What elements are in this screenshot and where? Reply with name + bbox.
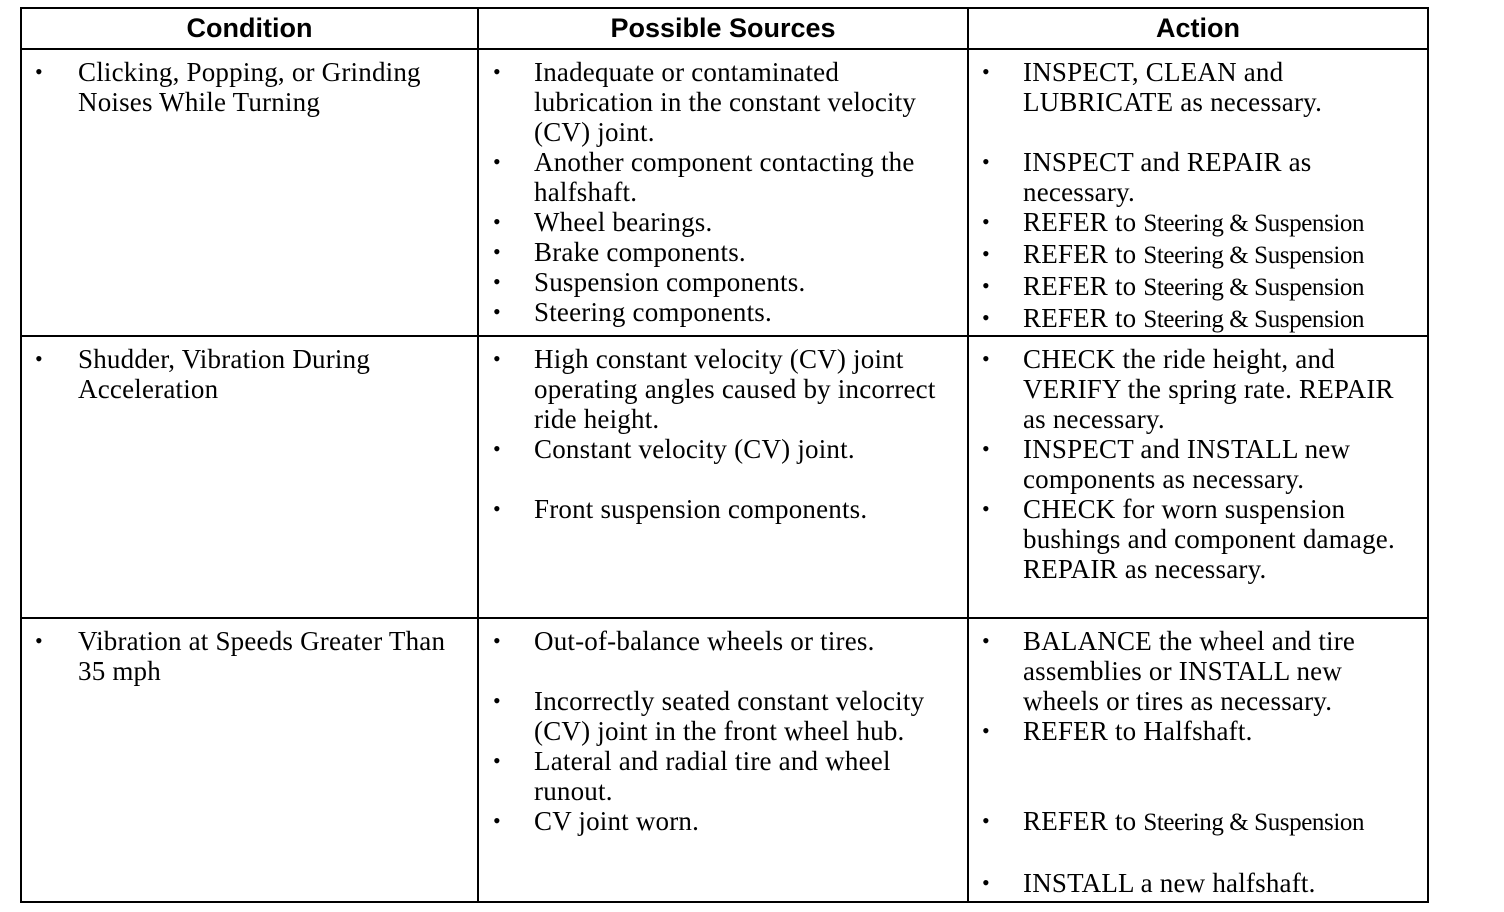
diagnosis-table [20, 7, 1429, 903]
reference-link: Steering & Suspension [1143, 210, 1365, 237]
header-condition: Condition [21, 8, 478, 49]
header-row [21, 8, 1428, 49]
action-item: • REFER to Steering & Suspension [982, 271, 1365, 301]
bullet-icon: • [493, 269, 501, 294]
source-item: • Another component contacting the halfshaft. [493, 147, 915, 207]
condition-item: • Vibration at Speeds Greater Than 35 mph [35, 626, 446, 686]
action-cell [968, 336, 1428, 618]
action-cell [968, 49, 1428, 336]
bullet-icon: • [493, 239, 501, 264]
condition-item: • Shudder, Vibration During Acceleration [35, 344, 371, 404]
bullet-icon: • [493, 436, 501, 461]
bullet-icon: • [982, 241, 990, 266]
source-item: • CV joint worn. [493, 806, 700, 836]
action-item: • INSPECT and REPAIR as necessary. [982, 147, 1312, 207]
table-row [21, 618, 1428, 902]
action-item: • REFER to Halfshaft. [982, 716, 1253, 746]
source-item: • Constant velocity (CV) joint. [493, 434, 855, 464]
action-item: • REFER to Steering & Suspension [982, 806, 1365, 836]
reference-link: Steering & Suspension [1143, 809, 1365, 836]
sources-cell [478, 618, 968, 902]
table-row [21, 336, 1428, 618]
header-action: Action [968, 8, 1428, 49]
source-item: • Inadequate or contaminated lubrication in the constant velocity (CV) joint. [493, 57, 917, 147]
bullet-icon: • [982, 59, 990, 84]
bullet-icon: • [982, 628, 990, 653]
condition-cell [21, 49, 478, 336]
bullet-icon: • [982, 346, 990, 371]
bullet-icon: • [982, 436, 990, 461]
bullet-icon: • [982, 149, 990, 174]
source-item: • Suspension components. [493, 267, 806, 297]
source-item: • High constant velocity (CV) joint operating angles caused by incorrect ride height. [493, 344, 936, 434]
condition-cell [21, 336, 478, 618]
source-item: • Wheel bearings. [493, 207, 713, 237]
reference-link: Steering & Suspension [1143, 242, 1365, 269]
reference-link: Steering & Suspension [1143, 274, 1365, 301]
action-item: • CHECK the ride height, and VERIFY the spring rate. REPAIR as necessary. [982, 344, 1394, 434]
source-item: • Steering components. [493, 297, 772, 327]
sources-cell [478, 336, 968, 618]
action-item: • INSTALL a new halfshaft. [982, 868, 1316, 898]
action-item: • BALANCE the wheel and tire assemblies or INSTALL new wheels or tires as necessary. [982, 626, 1356, 716]
action-item: • REFER to Steering & Suspension [982, 207, 1365, 237]
action-item: • REFER to Steering & Suspension [982, 303, 1365, 333]
action-item: • INSPECT, CLEAN and LUBRICATE as necessary. [982, 57, 1323, 117]
condition-cell [21, 618, 478, 902]
bullet-icon: • [493, 628, 501, 653]
bullet-icon: • [35, 59, 43, 84]
bullet-icon: • [982, 496, 990, 521]
sources-cell [478, 49, 968, 336]
bullet-icon: • [35, 346, 43, 371]
source-item: • Front suspension components. [493, 494, 868, 524]
action-item: • INSPECT and INSTALL new components as necessary. [982, 434, 1351, 494]
bullet-icon: • [982, 209, 990, 234]
action-item: • REFER to Steering & Suspension [982, 239, 1365, 269]
bullet-icon: • [982, 808, 990, 833]
bullet-icon: • [493, 149, 501, 174]
bullet-icon: • [982, 273, 990, 298]
bullet-icon: • [35, 628, 43, 653]
bullet-icon: • [493, 496, 501, 521]
bullet-icon: • [982, 718, 990, 743]
header-possible-sources: Possible Sources [478, 8, 968, 49]
bullet-icon: • [493, 808, 501, 833]
bullet-icon: • [493, 748, 501, 773]
bullet-icon: • [493, 209, 501, 234]
action-cell [968, 618, 1428, 902]
source-item: • Out-of-balance wheels or tires. [493, 626, 875, 656]
bullet-icon: • [493, 299, 501, 324]
bullet-icon: • [982, 870, 990, 895]
source-item: • Incorrectly seated constant velocity (CV) joint in the front wheel hub. [493, 686, 925, 746]
source-item: • Brake components. [493, 237, 746, 267]
bullet-icon: • [493, 346, 501, 371]
reference-link: Steering & Suspension [1143, 306, 1365, 333]
condition-item: • Clicking, Popping, or Grinding Noises While Turning [35, 57, 421, 117]
bullet-icon: • [493, 688, 501, 713]
bullet-icon: • [493, 59, 501, 84]
bullet-icon: • [982, 305, 990, 330]
table-row [21, 49, 1428, 336]
source-item: • Lateral and radial tire and wheel runout. [493, 746, 891, 806]
action-item: • CHECK for worn suspension bushings and component damage. REPAIR as necessary. [982, 494, 1395, 584]
